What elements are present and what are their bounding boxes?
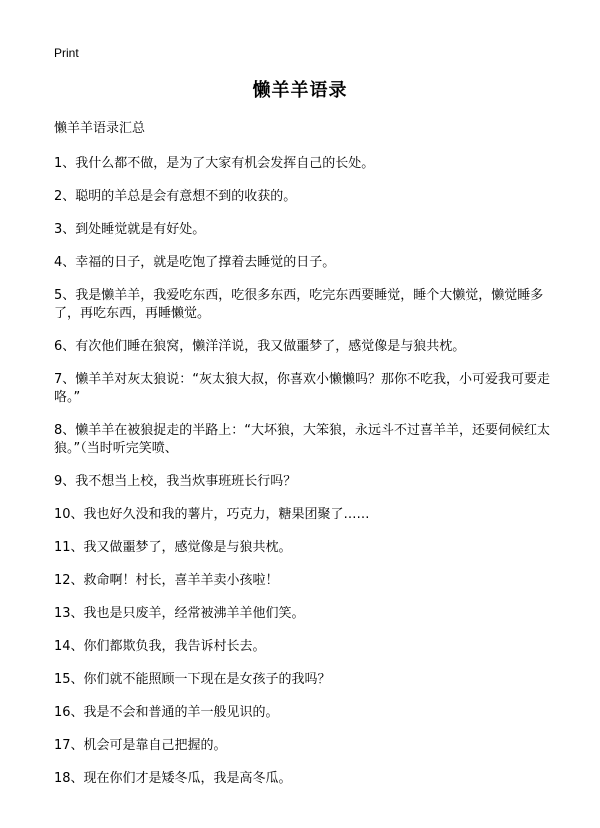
- quote-item-1: [54, 155, 554, 173]
- quote-text: 救命啊！村长，喜羊羊卖小孩啦！: [83, 573, 279, 588]
- quote-item-9: [54, 473, 554, 491]
- print-label: Print: [54, 46, 79, 60]
- quote-text: 你们都欺负我，我告诉村长去。: [83, 639, 266, 654]
- quote-item-6: [54, 338, 554, 356]
- quote-number: 14、: [54, 639, 84, 654]
- quote-number: 10、: [54, 507, 84, 522]
- quote-item-12: [54, 572, 554, 590]
- quote-number: 11、: [54, 540, 84, 555]
- quote-number: 13、: [54, 606, 84, 621]
- quote-item-13: [54, 605, 554, 623]
- quote-item-7: [54, 371, 554, 407]
- quote-number: 2、: [54, 189, 76, 204]
- quote-item-16: [54, 704, 554, 722]
- quote-item-11: [54, 539, 554, 557]
- quote-text: 你们就不能照顾一下现在是女孩子的我吗？: [83, 672, 331, 687]
- quote-number: 18、: [54, 771, 84, 786]
- document-body: [54, 120, 554, 803]
- quote-text: 聪明的羊总是会有意想不到的收获的。: [75, 189, 297, 204]
- quote-item-15: [54, 671, 554, 689]
- quote-number: 7、: [54, 372, 76, 387]
- quote-number: 1、: [54, 156, 76, 171]
- quote-text: 我也是只废羊，经常被沸羊羊他们笑。: [83, 606, 305, 621]
- quote-number: 3、: [54, 222, 76, 237]
- quote-number: 16、: [54, 705, 84, 720]
- quote-text: 我是不会和普通的羊一般见识的。: [83, 705, 279, 720]
- quote-item-14: [54, 638, 554, 656]
- quote-item-4: [54, 254, 554, 272]
- quote-item-2: [54, 188, 554, 206]
- quote-number: 6、: [54, 339, 76, 354]
- quote-item-17: [54, 737, 554, 755]
- quote-number: 8、: [54, 423, 76, 438]
- quote-item-3: [54, 221, 554, 239]
- quote-number: 5、: [54, 288, 76, 303]
- quote-text: 我又做噩梦了，感觉像是与狼共枕。: [83, 540, 292, 555]
- document-subtitle: 懒羊羊语录汇总: [54, 121, 146, 136]
- quote-item-10: [54, 506, 554, 524]
- quote-item-8: [54, 422, 554, 458]
- quote-text: 我也好久没和我的薯片，巧克力，糖果团聚了……: [83, 507, 370, 522]
- quote-item-5: [54, 287, 554, 323]
- quote-text: 我什么都不做，是为了大家有机会发挥自己的长处。: [75, 156, 375, 171]
- quote-number: 9、: [54, 474, 76, 489]
- quote-number: 17、: [54, 738, 84, 753]
- quote-text: 懒羊羊对灰太狼说：“灰太狼大叔，你喜欢小懒懒吗？那你不吃我，小可爱我可要走咯。”: [54, 372, 551, 405]
- quote-number: 15、: [54, 672, 84, 687]
- quote-item-18: [54, 770, 554, 788]
- quote-number: 12、: [54, 573, 84, 588]
- quote-text: 我是懒羊羊，我爱吃东西，吃很多东西，吃完东西要睡觉，睡个大懒觉，懒觉睡多了，再吃东西，再睡懒觉。: [54, 288, 544, 321]
- quote-number: 4、: [54, 255, 76, 270]
- quote-text: 我不想当上校，我当炊事班班长行吗？: [75, 474, 297, 489]
- quote-text: 幸福的日子，就是吃饱了撑着去睡觉的日子。: [75, 255, 336, 270]
- quote-text: 有次他们睡在狼窝，懒洋洋说，我又做噩梦了，感觉像是与狼共枕。: [75, 339, 466, 354]
- quote-text: 机会可是靠自己把握的。: [83, 738, 227, 753]
- document-title: 懒羊羊语录: [252, 80, 348, 101]
- quote-text: 现在你们才是矮冬瓜，我是高冬瓜。: [83, 771, 292, 786]
- quote-text: 到处睡觉就是有好处。: [75, 222, 206, 237]
- quote-text: 懒羊羊在被狼捉走的半路上：“大坏狼，大笨狼，永远斗不过喜羊羊，还要伺候红太狼。”（当时听完笑喷、: [54, 423, 551, 456]
